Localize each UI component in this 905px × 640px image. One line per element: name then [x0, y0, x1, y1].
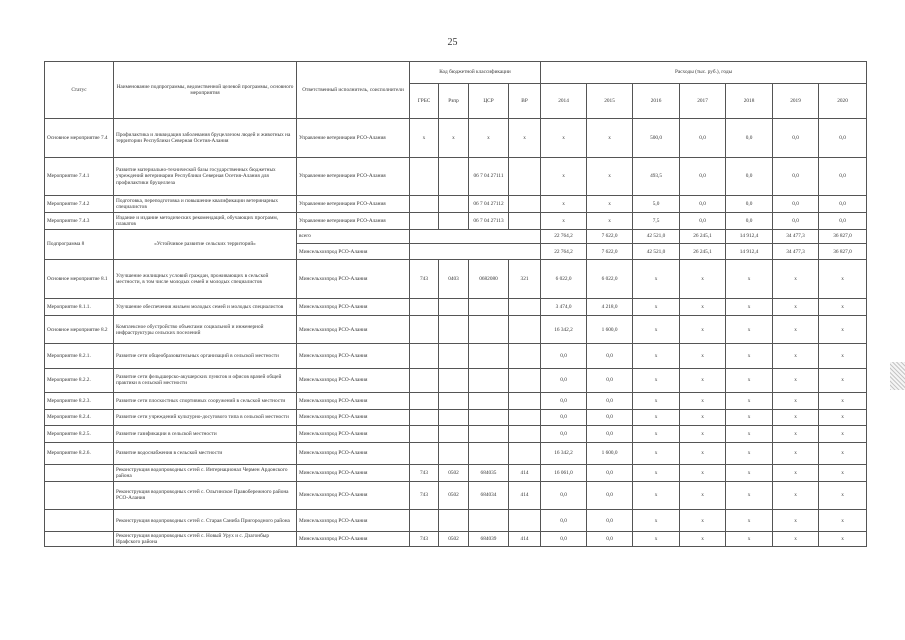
year-header: 2018	[726, 84, 773, 119]
csr-cell	[469, 442, 509, 464]
page-number: 25	[447, 37, 458, 48]
name-cell: Развитие сети плоскостных спортивных сооружений в сельской местности	[114, 393, 297, 410]
year-value-cell: 0,0	[541, 481, 587, 510]
name-cell: Развитие газификации в сельской местности	[114, 426, 297, 443]
year-value-cell: 0,0	[541, 409, 587, 426]
vr-cell	[509, 442, 541, 464]
year-value-cell: 0,0	[819, 212, 867, 229]
status-cell: Мероприятие 8.2.4.	[45, 409, 114, 426]
status-cell: Мероприятие 8.1.1.	[45, 299, 114, 316]
year-value-cell: х	[680, 532, 726, 547]
year-value-cell: 0,0	[773, 119, 819, 158]
rzpr-cell: х	[439, 119, 469, 158]
status-cell: Мероприятие 7.4.3	[45, 212, 114, 229]
year-header: 2019	[773, 84, 819, 119]
year-value-cell: 0,0	[587, 426, 633, 443]
year-value-cell: 42 521,0	[633, 229, 680, 243]
csr-cell: 684035	[469, 464, 509, 481]
name-cell: Улучшение жилищных условий граждан, проживающих в сельской местности, в том числе молодых семей и молодых специалистов	[114, 260, 297, 299]
year-value-cell: х	[633, 426, 680, 443]
name-cell: Реконструкция водопроводных сетей с. Старая Саниба Пригородного района	[114, 510, 297, 532]
year-value-cell: х	[773, 442, 819, 464]
vr-cell	[509, 157, 541, 196]
year-value-cell: 0,0	[680, 157, 726, 196]
rzpr-cell	[439, 409, 469, 426]
table-row	[45, 260, 867, 299]
csr-cell	[469, 368, 509, 392]
year-value-cell: 7,5	[633, 212, 680, 229]
year-value-cell: х	[726, 464, 773, 481]
year-value-cell: 22 764,2	[541, 229, 587, 243]
status-cell: Мероприятие 8.2.3.	[45, 393, 114, 410]
year-value-cell: 0,0	[819, 196, 867, 213]
year-value-cell: 0,0	[726, 119, 773, 158]
executor-cell: Управление ветеринарии РСО-Алания	[297, 157, 410, 196]
table-row	[45, 464, 867, 481]
year-value-cell: 16 342,2	[541, 315, 587, 344]
vr-cell	[509, 426, 541, 443]
year-value-cell: 0,0	[587, 409, 633, 426]
rzpr-cell	[439, 426, 469, 443]
rzpr-cell	[439, 393, 469, 410]
year-value-cell: х	[819, 315, 867, 344]
year-value-cell: х	[680, 260, 726, 299]
year-header: 2017	[680, 84, 726, 119]
grbs-cell	[410, 368, 439, 392]
name-cell: Реконструкция водопроводных сетей с. Новый Урух и с. Дзагонбыр Ирафского района	[114, 532, 297, 547]
rzpr-header: Рзпр	[439, 84, 469, 119]
table-row	[45, 196, 867, 213]
executor-cell: Минсельхозпрод РСО-Алания	[297, 409, 410, 426]
year-value-cell: 0,0	[541, 532, 587, 547]
status-cell: Мероприятие 7.4.2	[45, 196, 114, 213]
year-header: 2015	[587, 84, 633, 119]
vr-cell	[509, 212, 541, 229]
csr-cell: 06 7 04 27113	[469, 212, 509, 229]
year-value-cell: х	[773, 464, 819, 481]
code-cell-empty	[410, 243, 541, 260]
year-value-cell: х	[680, 510, 726, 532]
year-value-cell: 26 245,1	[680, 229, 726, 243]
name-cell: Улучшение обеспечения жильем молодых семей и молодых специалистов	[114, 299, 297, 316]
csr-cell	[469, 393, 509, 410]
executor-cell: Управление ветеринарии РСО-Алания	[297, 212, 410, 229]
year-value-cell: 36 827,0	[819, 243, 867, 260]
status-cell: Мероприятие 8.2.5.	[45, 426, 114, 443]
grbs-cell: 743	[410, 464, 439, 481]
year-value-cell: х	[680, 299, 726, 316]
year-value-cell: х	[633, 510, 680, 532]
year-value-cell: 6 022,0	[541, 260, 587, 299]
year-value-cell: 0,0	[541, 368, 587, 392]
grbs-cell: 743	[410, 532, 439, 547]
table-row	[45, 442, 867, 464]
executor-cell: Минсельхозпрод РСО-Алания	[297, 243, 410, 260]
year-value-cell: 0,0	[726, 196, 773, 213]
year-value-cell: 16 061,0	[541, 464, 587, 481]
year-value-cell: х	[587, 157, 633, 196]
year-value-cell: 0,0	[819, 157, 867, 196]
executor-cell: Минсельхозпрод РСО-Алания	[297, 368, 410, 392]
year-value-cell: 0,0	[587, 368, 633, 392]
rzpr-cell	[439, 299, 469, 316]
name-cell: Развитие водоснабжения в сельской местности	[114, 442, 297, 464]
year-value-cell: 7 622,0	[587, 229, 633, 243]
year-value-cell: х	[773, 409, 819, 426]
status-cell: Подпрограмма 8	[45, 229, 114, 260]
year-value-cell: 0,0	[587, 510, 633, 532]
name-cell: Подготовка, переподготовка и повышение квалификации ветеринарных специалистов	[114, 196, 297, 213]
name-cell: Развитие сети учреждений культурно-досугового типа в сельской местности	[114, 409, 297, 426]
year-value-cell: 6 022,0	[587, 260, 633, 299]
vr-cell: 321	[509, 260, 541, 299]
year-value-cell: 14 912,4	[726, 229, 773, 243]
grbs-cell	[410, 442, 439, 464]
year-value-cell: 0,0	[541, 393, 587, 410]
year-value-cell: 0,0	[680, 196, 726, 213]
year-value-cell: 34 477,3	[773, 243, 819, 260]
year-value-cell: х	[773, 260, 819, 299]
vr-header: ВР	[509, 84, 541, 119]
table-row	[45, 344, 867, 368]
year-value-cell: х	[680, 344, 726, 368]
vr-cell	[509, 510, 541, 532]
year-value-cell: х	[819, 368, 867, 392]
executor-cell: Минсельхозпрод РСО-Алания	[297, 510, 410, 532]
rzpr-cell	[439, 442, 469, 464]
year-value-cell: 0,0	[726, 157, 773, 196]
year-value-cell: х	[773, 510, 819, 532]
year-value-cell: 500,0	[633, 119, 680, 158]
name-cell: Комплексное обустройство объектами социальной и инженерной инфраструктуры сельских поселений	[114, 315, 297, 344]
grbs-cell	[410, 212, 439, 229]
year-value-cell: 0,0	[587, 532, 633, 547]
budget-table	[44, 61, 867, 547]
year-value-cell: х	[819, 299, 867, 316]
status-cell: Мероприятие 8.2.6.	[45, 442, 114, 464]
year-value-cell: 36 827,0	[819, 229, 867, 243]
csr-cell: 0682080	[469, 260, 509, 299]
year-value-cell: х	[587, 119, 633, 158]
grbs-cell	[410, 344, 439, 368]
year-value-cell: 5,0	[633, 196, 680, 213]
grbs-cell	[410, 196, 439, 213]
year-value-cell: х	[680, 426, 726, 443]
year-value-cell: 0,0	[587, 344, 633, 368]
year-value-cell: х	[773, 299, 819, 316]
vr-cell: 414	[509, 464, 541, 481]
vr-cell: 414	[509, 481, 541, 510]
name-header: Наименование подпрограммы, ведомственной целевой программы, основного мероприятия	[114, 62, 297, 119]
year-value-cell: х	[633, 481, 680, 510]
year-value-cell: х	[633, 442, 680, 464]
year-value-cell: х	[587, 212, 633, 229]
vr-cell	[509, 196, 541, 213]
year-value-cell: 0,0	[773, 157, 819, 196]
year-value-cell: х	[633, 393, 680, 410]
status-cell	[45, 464, 114, 481]
executor-cell: Минсельхозпрод РСО-Алания	[297, 344, 410, 368]
year-value-cell: х	[726, 481, 773, 510]
status-cell	[45, 532, 114, 547]
year-value-cell: 1 600,0	[587, 442, 633, 464]
year-value-cell: 0,0	[680, 119, 726, 158]
year-value-cell: 0,0	[541, 426, 587, 443]
year-value-cell: х	[819, 464, 867, 481]
year-value-cell: 1 600,0	[587, 315, 633, 344]
executor-cell: всего	[297, 229, 410, 243]
grbs-cell	[410, 409, 439, 426]
year-value-cell: 7 622,0	[587, 243, 633, 260]
year-value-cell: 0,0	[773, 196, 819, 213]
header-row-1	[45, 62, 867, 84]
year-value-cell: х	[773, 481, 819, 510]
status-cell	[45, 481, 114, 510]
year-value-cell: х	[680, 368, 726, 392]
year-value-cell: 0,0	[587, 393, 633, 410]
csr-cell	[469, 426, 509, 443]
status-cell: Основное мероприятие 8.1	[45, 260, 114, 299]
executor-header: Ответственный исполнитель, соисполнители	[297, 62, 410, 119]
grbs-cell	[410, 299, 439, 316]
year-value-cell: х	[633, 464, 680, 481]
year-value-cell: х	[680, 393, 726, 410]
grbs-cell	[410, 315, 439, 344]
year-value-cell: х	[633, 368, 680, 392]
csr-cell: х	[469, 119, 509, 158]
rzpr-cell	[439, 196, 469, 213]
year-value-cell: х	[773, 315, 819, 344]
table-row	[45, 212, 867, 229]
year-value-cell: 26 245,1	[680, 243, 726, 260]
year-value-cell: х	[726, 368, 773, 392]
executor-cell: Минсельхозпрод РСО-Алания	[297, 426, 410, 443]
status-cell: Основное мероприятие 7.4	[45, 119, 114, 158]
year-header: 2014	[541, 84, 587, 119]
vr-cell	[509, 393, 541, 410]
rzpr-cell	[439, 344, 469, 368]
table-row	[45, 481, 867, 510]
rzpr-cell: 0502	[439, 481, 469, 510]
vr-cell	[509, 409, 541, 426]
year-value-cell: 4 218,0	[587, 299, 633, 316]
code-cell-empty	[410, 229, 541, 243]
budget-code-header: Код бюджетной классификации	[410, 62, 541, 84]
year-value-cell: х	[726, 315, 773, 344]
vr-cell	[509, 315, 541, 344]
year-value-cell: х	[587, 196, 633, 213]
year-value-cell: х	[773, 368, 819, 392]
table-row	[45, 510, 867, 532]
csr-cell	[469, 344, 509, 368]
executor-cell: Минсельхозпрод РСО-Алания	[297, 442, 410, 464]
grbs-header: ГРБС	[410, 84, 439, 119]
rzpr-cell	[439, 157, 469, 196]
table-row	[45, 229, 867, 243]
name-cell: Реконструкция водопроводных сетей с. Интернационал Чермен Ардонского района	[114, 464, 297, 481]
executor-cell: Минсельхозпрод РСО-Алания	[297, 299, 410, 316]
status-header: Статус	[45, 62, 114, 119]
year-value-cell: 34 477,3	[773, 229, 819, 243]
name-cell: «Устойчивое развитие сельских территорий»	[114, 229, 297, 260]
year-value-cell: х	[541, 196, 587, 213]
name-cell: Развитие сети общеобразовательных организаций в сельской местности	[114, 344, 297, 368]
year-value-cell: х	[680, 409, 726, 426]
year-value-cell: 0,0	[773, 212, 819, 229]
vr-cell: 414	[509, 532, 541, 547]
year-value-cell: х	[819, 393, 867, 410]
year-value-cell: х	[819, 344, 867, 368]
year-value-cell: 22 764,2	[541, 243, 587, 260]
year-value-cell: 0,0	[587, 481, 633, 510]
year-value-cell: х	[819, 260, 867, 299]
status-cell	[45, 510, 114, 532]
year-value-cell: 3 474,0	[541, 299, 587, 316]
name-cell: Развитие сети фельдшерско-акушерских пунктов и офисов врачей общей практики в сельской местности	[114, 368, 297, 392]
expenses-header: Расходы (тыс. руб.), годы	[541, 62, 867, 84]
year-value-cell: х	[726, 426, 773, 443]
year-value-cell: х	[726, 393, 773, 410]
grbs-cell	[410, 157, 439, 196]
name-cell: Издание и издание методических рекомендаций, обучающих программ, плакатов	[114, 212, 297, 229]
vr-cell	[509, 344, 541, 368]
status-cell: Мероприятие 8.2.1.	[45, 344, 114, 368]
scan-artifact	[890, 362, 905, 390]
executor-cell: Управление ветеринарии РСО-Алания	[297, 196, 410, 213]
csr-cell	[469, 409, 509, 426]
table-row	[45, 157, 867, 196]
year-value-cell: х	[726, 510, 773, 532]
executor-cell: Минсельхозпрод РСО-Алания	[297, 315, 410, 344]
vr-cell: х	[509, 119, 541, 158]
table-row	[45, 368, 867, 392]
status-cell: Мероприятие 8.2.2.	[45, 368, 114, 392]
year-value-cell: 493,5	[633, 157, 680, 196]
year-value-cell: 14 912,4	[726, 243, 773, 260]
csr-cell: 06 7 04 27112	[469, 196, 509, 213]
status-cell: Основное мероприятие 8.2	[45, 315, 114, 344]
year-value-cell: х	[680, 481, 726, 510]
year-value-cell: х	[633, 409, 680, 426]
year-value-cell: х	[541, 157, 587, 196]
rzpr-cell: 0403	[439, 260, 469, 299]
year-value-cell: х	[726, 532, 773, 547]
table-row	[45, 393, 867, 410]
table-row	[45, 299, 867, 316]
year-value-cell: 0,0	[541, 510, 587, 532]
name-cell: Реконструкция водопроводных сетей с. Ольгинское Правобережного района РСО-Алания	[114, 481, 297, 510]
executor-cell: Минсельхозпрод РСО-Алания	[297, 260, 410, 299]
year-value-cell: х	[680, 442, 726, 464]
year-value-cell: 0,0	[726, 212, 773, 229]
rzpr-cell: 0502	[439, 464, 469, 481]
table-row	[45, 315, 867, 344]
year-value-cell: х	[819, 532, 867, 547]
rzpr-cell	[439, 368, 469, 392]
year-value-cell: х	[633, 299, 680, 316]
year-value-cell: 0,0	[680, 212, 726, 229]
grbs-cell: х	[410, 119, 439, 158]
name-cell: Профилактика и ликвидация заболевания бруцеллезом людей и животных на территории Республики Северная Осетия-Алания	[114, 119, 297, 158]
year-value-cell: х	[819, 409, 867, 426]
year-value-cell: 0,0	[541, 344, 587, 368]
csr-cell	[469, 315, 509, 344]
vr-cell	[509, 299, 541, 316]
csr-header: ЦСР	[469, 84, 509, 119]
year-value-cell: х	[819, 481, 867, 510]
executor-cell: Минсельхозпрод РСО-Алания	[297, 481, 410, 510]
csr-cell	[469, 510, 509, 532]
year-value-cell: х	[633, 344, 680, 368]
csr-cell: 06 7 04 27111	[469, 157, 509, 196]
table-row	[45, 426, 867, 443]
year-value-cell: х	[819, 426, 867, 443]
name-cell: Развитие материально-технической базы государственных бюджетных учреждений ветеринарии Республики Северная Осетия-Алания для профилактики бруцеллеза	[114, 157, 297, 196]
year-value-cell: х	[633, 532, 680, 547]
rzpr-cell	[439, 212, 469, 229]
executor-cell: Минсельхозпрод РСО-Алания	[297, 532, 410, 547]
table-row	[45, 532, 867, 547]
rzpr-cell	[439, 315, 469, 344]
year-value-cell: х	[726, 344, 773, 368]
year-value-cell: х	[819, 442, 867, 464]
year-value-cell: х	[773, 532, 819, 547]
year-value-cell: х	[633, 315, 680, 344]
year-value-cell: х	[680, 464, 726, 481]
grbs-cell	[410, 510, 439, 532]
table-row	[45, 409, 867, 426]
year-value-cell: х	[773, 393, 819, 410]
table-row	[45, 119, 867, 158]
status-cell: Мероприятие 7.4.1	[45, 157, 114, 196]
year-value-cell: 16 342,2	[541, 442, 587, 464]
csr-cell	[469, 299, 509, 316]
rzpr-cell: 0502	[439, 532, 469, 547]
grbs-cell: 743	[410, 260, 439, 299]
executor-cell: Минсельхозпрод РСО-Алания	[297, 464, 410, 481]
csr-cell: 684034	[469, 481, 509, 510]
year-value-cell: х	[726, 299, 773, 316]
executor-cell: Минсельхозпрод РСО-Алания	[297, 393, 410, 410]
vr-cell	[509, 368, 541, 392]
year-value-cell: х	[773, 426, 819, 443]
year-header: 2020	[819, 84, 867, 119]
grbs-cell: 743	[410, 481, 439, 510]
grbs-cell	[410, 393, 439, 410]
year-value-cell: х	[819, 510, 867, 532]
year-value-cell: х	[633, 260, 680, 299]
year-value-cell: х	[773, 344, 819, 368]
year-value-cell: х	[726, 409, 773, 426]
year-value-cell: 0,0	[819, 119, 867, 158]
year-value-cell: х	[680, 315, 726, 344]
year-header: 2016	[633, 84, 680, 119]
year-value-cell: х	[726, 260, 773, 299]
grbs-cell	[410, 426, 439, 443]
year-value-cell: х	[541, 119, 587, 158]
rzpr-cell	[439, 510, 469, 532]
year-value-cell: х	[541, 212, 587, 229]
executor-cell: Управление ветеринарии РСО-Алания	[297, 119, 410, 158]
year-value-cell: х	[726, 442, 773, 464]
year-value-cell: 0,0	[587, 464, 633, 481]
year-value-cell: 42 521,0	[633, 243, 680, 260]
csr-cell: 684039	[469, 532, 509, 547]
